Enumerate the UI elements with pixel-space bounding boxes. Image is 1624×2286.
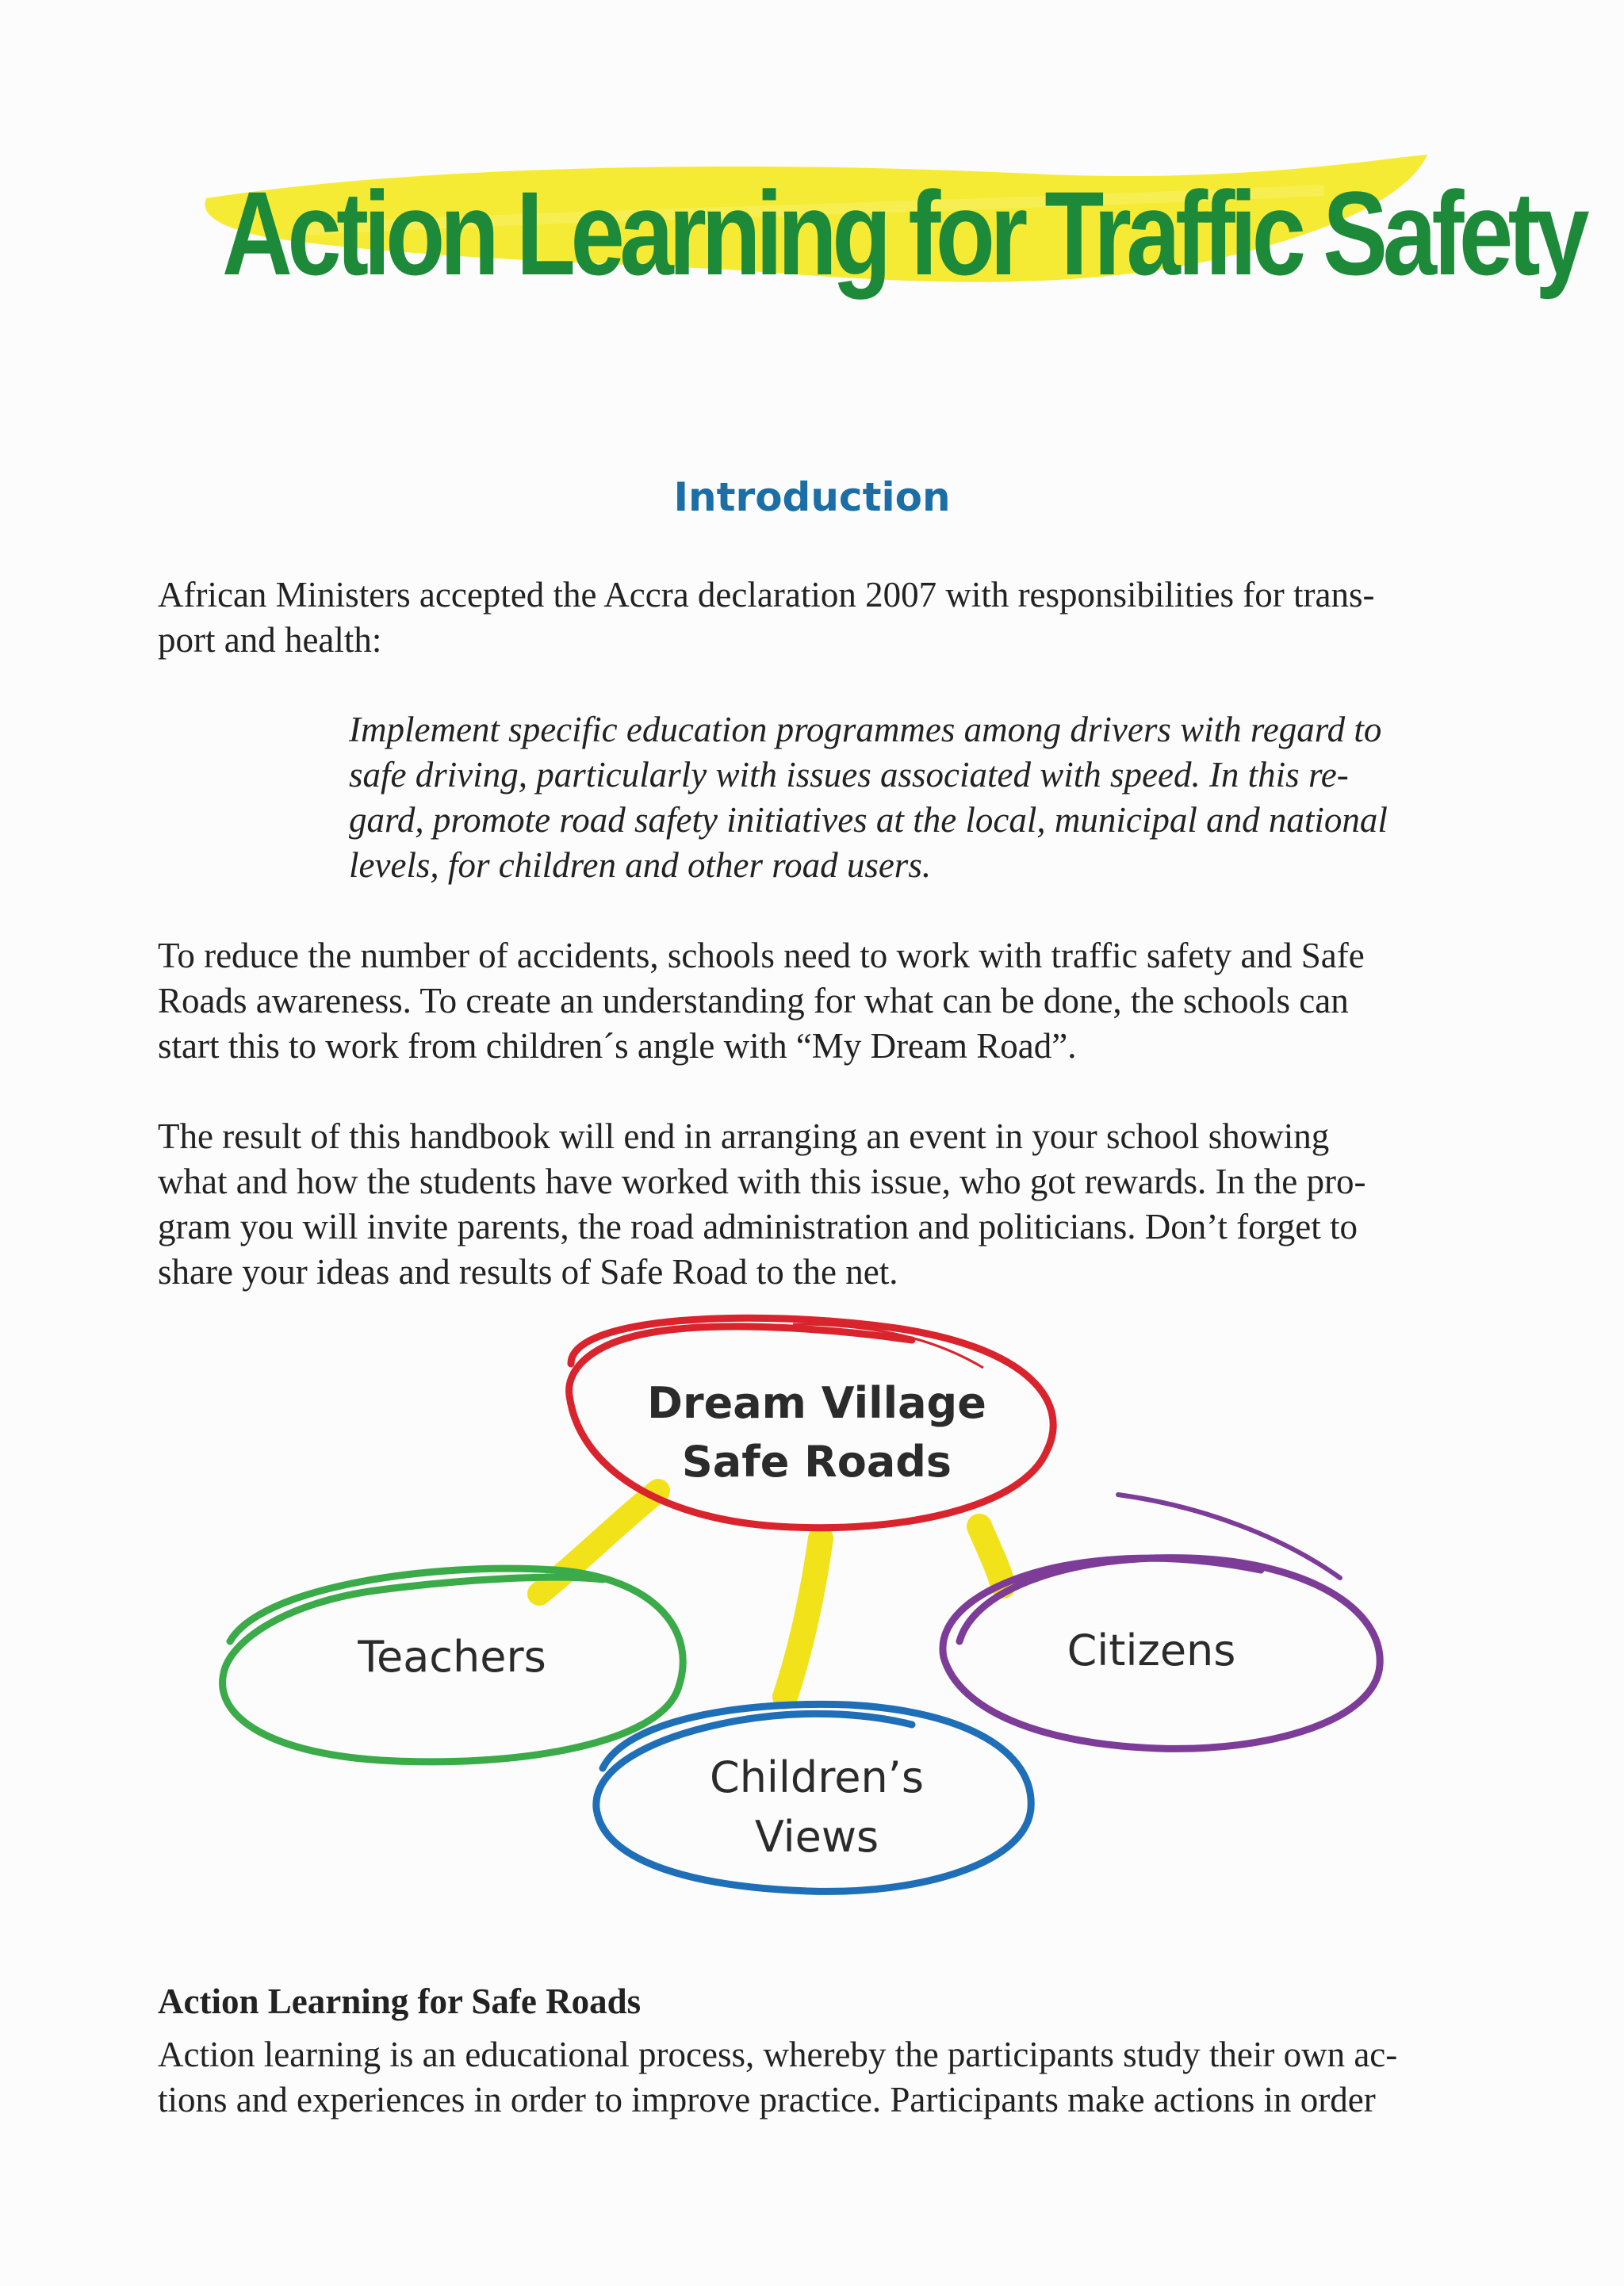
childrens-label-line2: Views [754, 1812, 879, 1862]
safe-roads-subheading: Action Learning for Safe Roads [158, 1982, 642, 2021]
quote-line: gard, promote road safety initiatives at the local, municipal and national [349, 800, 1388, 840]
text-line: tions and experiences in order to improve practice. Participants make actions in order [158, 2080, 1376, 2119]
text-line: start this to work from children´s angle with “My Dream Road”. [158, 1026, 1077, 1066]
teachers-node [223, 1568, 684, 1762]
text-line: Roads awareness. To create an understanding for what can be done, the schools can [158, 981, 1349, 1020]
quote-line: safe driving, particularly with issues associated with speed. In this re- [349, 755, 1349, 795]
title-banner [174, 143, 1584, 325]
text-line: gram you will invite parents, the road administration and politicians. Don’t forget to [158, 1207, 1358, 1246]
childrens-views-node [596, 1704, 1031, 1891]
text-line: port and health: [158, 620, 382, 660]
quote-line: Implement specific education programmes among drivers with regard to [349, 710, 1382, 749]
introduction-heading: Introduction [673, 474, 951, 520]
text-line: Action learning is an educational process, whereby the participants study their own ac- [158, 2035, 1398, 2074]
citizens-node [943, 1495, 1380, 1748]
quote-line: levels, for children and other road users. [349, 845, 932, 885]
connector-children [785, 1538, 821, 1697]
citizens-label: Citizens [1067, 1625, 1236, 1675]
childrens-label-line1: Children’s [710, 1752, 924, 1802]
document-title: Action Learning for Traffic Safety [222, 167, 1584, 300]
teachers-label: Teachers [358, 1632, 546, 1682]
text-line: what and how the students have worked with this issue, who got rewards. In the pro- [158, 1162, 1366, 1201]
text-line: The result of this handbook will end in arranging an event in your school showing [158, 1116, 1330, 1156]
text-line: To reduce the number of accidents, schools need to work with traffic safety and Safe [158, 936, 1365, 975]
connector-citizens [979, 1526, 1003, 1586]
text-line: share your ideas and results of Safe Road to the net. [158, 1252, 898, 1292]
dream-village-diagram [0, 1300, 1624, 1919]
center-label-line2: Safe Roads [681, 1437, 952, 1487]
text-line: African Ministers accepted the Accra declaration 2007 with responsibilities for trans- [158, 575, 1375, 615]
center-label-line1: Dream Village [647, 1378, 986, 1428]
